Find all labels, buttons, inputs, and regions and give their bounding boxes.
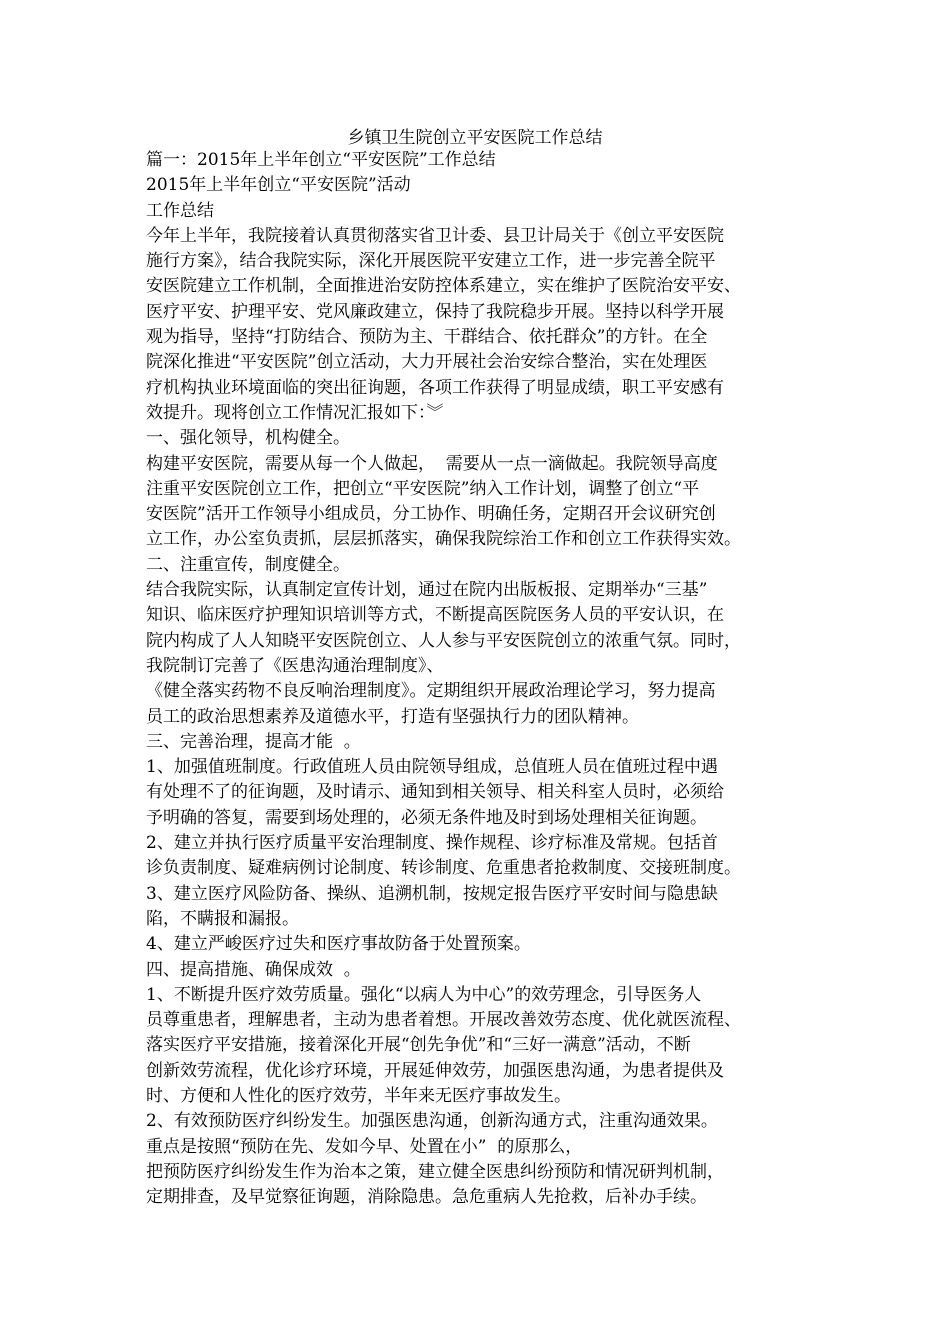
text-line: 工作总结 — [146, 200, 214, 221]
text-line: 院内构成了人人知晓平安医院创立、人人参与平安医院创立的浓重气氛。同时， — [146, 630, 741, 651]
text-line: 2015年上半年创立“平安医院”活动 — [146, 175, 411, 196]
text-line: 4、建立严峻医疗过失和医疗事故防备于处置预案。 — [146, 934, 531, 955]
text-line: 院深化推进“平安医院”创立活动，大力开展社会治安综合整治，实在处理医 — [146, 352, 708, 373]
text-line: 效提升。现将创立工作情况汇报如下：︾ — [146, 402, 444, 423]
text-line: 施行方案》，结合我院实际，深化开展医院平安建立工作，进一步完善全院平 — [146, 251, 716, 272]
text-line: 重点是按照“预防在先、发如今早、处置在小” 的原那么， — [146, 1136, 583, 1157]
text-line: 今年上半年，我院接着认真贯彻落实省卫计委、县卫计局关于《创立平安医院 — [146, 225, 724, 246]
text-line: 四、提高措施、确保成效 。 — [146, 959, 361, 980]
text-line: 篇一：2015年上半年创立“平安医院”工作总结 — [146, 150, 496, 170]
text-line: 2、有效预防医疗纠纷发生。加强医患沟通，创新沟通方式，注重沟通效果。 — [146, 1111, 718, 1132]
text-line: 定期排查，及早觉察征询题，消除隐患。急危重病人先抢救，后补办手续。 — [146, 1187, 707, 1208]
text-line: 2、建立并执行医疗质量平安治理制度、操作规程、诊疗标准及常规。包括首 — [146, 833, 718, 854]
text-line: 三、完善治理，提高才能 。 — [146, 731, 361, 752]
document-body — [146, 148, 826, 1210]
document-title: 乡镇卫生院创立平安医院工作总结 — [347, 128, 603, 148]
text-line: 员工的政治思想素养及道德水平，打造有坚强执行力的团队精神。 — [146, 706, 639, 727]
text-line: 二、注重宣传，制度健全。 — [146, 554, 350, 575]
text-line: 医疗平安、护理平安、党风廉政建立，保持了我院稳步开展。坚持以科学开展 — [146, 301, 724, 322]
text-line: 把预防医疗纠纷发生作为治本之策，建立健全医患纠纷预防和情况研判机制， — [146, 1161, 724, 1182]
text-line: 构建平安医院，需要从每一个人做起， 需要从一点一滴做起。我院领导高度 — [146, 453, 718, 474]
text-line: 1、加强值班制度。行政值班人员由院领导组成，总值班人员在值班过程中遇 — [146, 757, 718, 778]
text-line: 《健全落实药物不良反响治理制度》。定期组织开展政治理论学习，努力提高 — [146, 681, 716, 702]
text-line: 落实医疗平安措施，接着深化开展“创先争优”和“三好一满意”活动，不断 — [146, 1035, 691, 1056]
text-line: 观为指导，坚持“打防结合、预防为主、干群结合、依托群众”的方针。在全 — [146, 327, 708, 348]
text-line: 一、强化领导，机构健全。 — [146, 428, 350, 449]
text-line: 有处理不了的征询题，及时请示、通知到相关领导、相关科室人员时，必须给 — [146, 782, 724, 803]
text-line: 结合我院实际，认真制定宣传计划，通过在院内出版板报、定期举办“三基” — [146, 580, 708, 601]
text-line: 疗机构执业环境面临的突出征询题，各项工作获得了明显成绩，职工平安感有 — [146, 377, 724, 398]
text-line: 3、建立医疗风险防备、操纵、追溯机制，按规定报告医疗平安时间与隐患缺 — [146, 883, 718, 904]
text-line: 立工作，办公室负责抓，层层抓落实，确保我院综治工作和创立工作获得实效。 — [146, 529, 741, 550]
text-line: 1、不断提升医疗效劳质量。强化“以病人为中心”的效劳理念，引导医务人 — [146, 984, 702, 1005]
text-line: 陷，不瞒报和漏报。 — [146, 908, 299, 929]
text-line: 时、方便和人性化的医疗效劳，半年来无医疗事故发生。 — [146, 1085, 571, 1106]
text-line: 创新效劳流程，优化诊疗环境，开展延伸效劳，加强医患沟通，为患者提供及 — [146, 1060, 724, 1081]
text-line: 我院制订完善了《医患沟通治理制度》、 — [146, 655, 444, 676]
text-line: 知识、临床医疗护理知识培训等方式，不断提高医院医务人员的平安认识，在 — [146, 605, 724, 626]
text-line: 诊负责制度、疑难病例讨论制度、转诊制度、危重患者抢救制度、交接班制度。 — [146, 858, 741, 879]
text-line: 安医院建立工作机制，全面推进治安防控体系建立，实在维护了医院治安平安、 — [146, 276, 741, 297]
text-line: 安医院”活开工作领导小组成员，分工协作、明确任务，定期召开会议研究创 — [146, 504, 716, 525]
text-line: 注重平安医院创立工作，把创立“平安医院”纳入工作计划，调整了创立“平 — [146, 478, 700, 499]
text-line: 予明确的答复，需要到场处理的，必须无条件地及时到场处理相关征询题。 — [146, 807, 707, 828]
text-line: 员尊重患者，理解患者，主动为患者着想。开展改善效劳态度、优化就医流程、 — [146, 1010, 741, 1031]
